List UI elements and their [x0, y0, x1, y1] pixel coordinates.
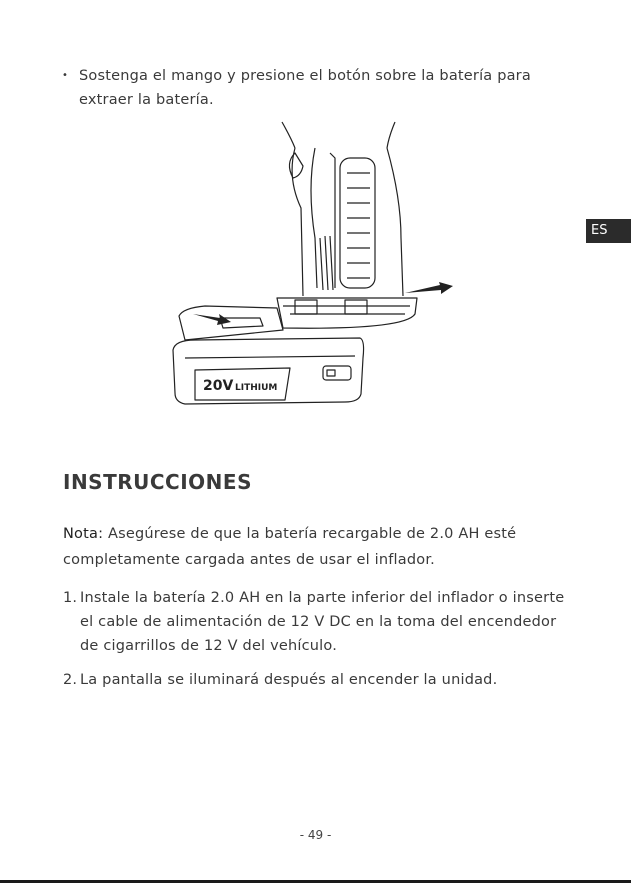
battery-chem-label: LITHIUM — [235, 383, 278, 393]
step-number: 1. — [63, 590, 78, 606]
section-heading: INSTRUCCIONES — [63, 470, 252, 494]
bullet-marker: • — [62, 70, 69, 81]
note-paragraph — [63, 521, 573, 573]
step-number: 2. — [63, 672, 78, 688]
battery-removal-illustration — [165, 118, 465, 418]
bullet-instruction — [62, 64, 572, 112]
battery-voltage-label: 20V — [203, 378, 234, 394]
list-item — [63, 668, 575, 692]
list-item — [63, 586, 575, 658]
step-text: La pantalla se iluminará después al encender la unidad. — [80, 672, 498, 688]
page-number: - 49 - — [299, 828, 332, 842]
note-label: Nota: — [63, 526, 104, 542]
language-tab: ES — [586, 219, 631, 243]
step-text: Instale la batería 2.0 AH en la parte inferior del inflador o inserte el cable de alimentación de 12 V DC en la toma del encendedor de cigarrillos de 12 V del vehículo. — [80, 590, 565, 654]
instruction-steps — [63, 586, 575, 702]
bullet-text: Sostenga el mango y presione el botón sobre la batería para extraer la batería. — [79, 68, 531, 108]
note-text: Asegúrese de que la batería recargable de 2.0 AH esté completamente cargada antes de usar el inflador. — [63, 526, 517, 568]
